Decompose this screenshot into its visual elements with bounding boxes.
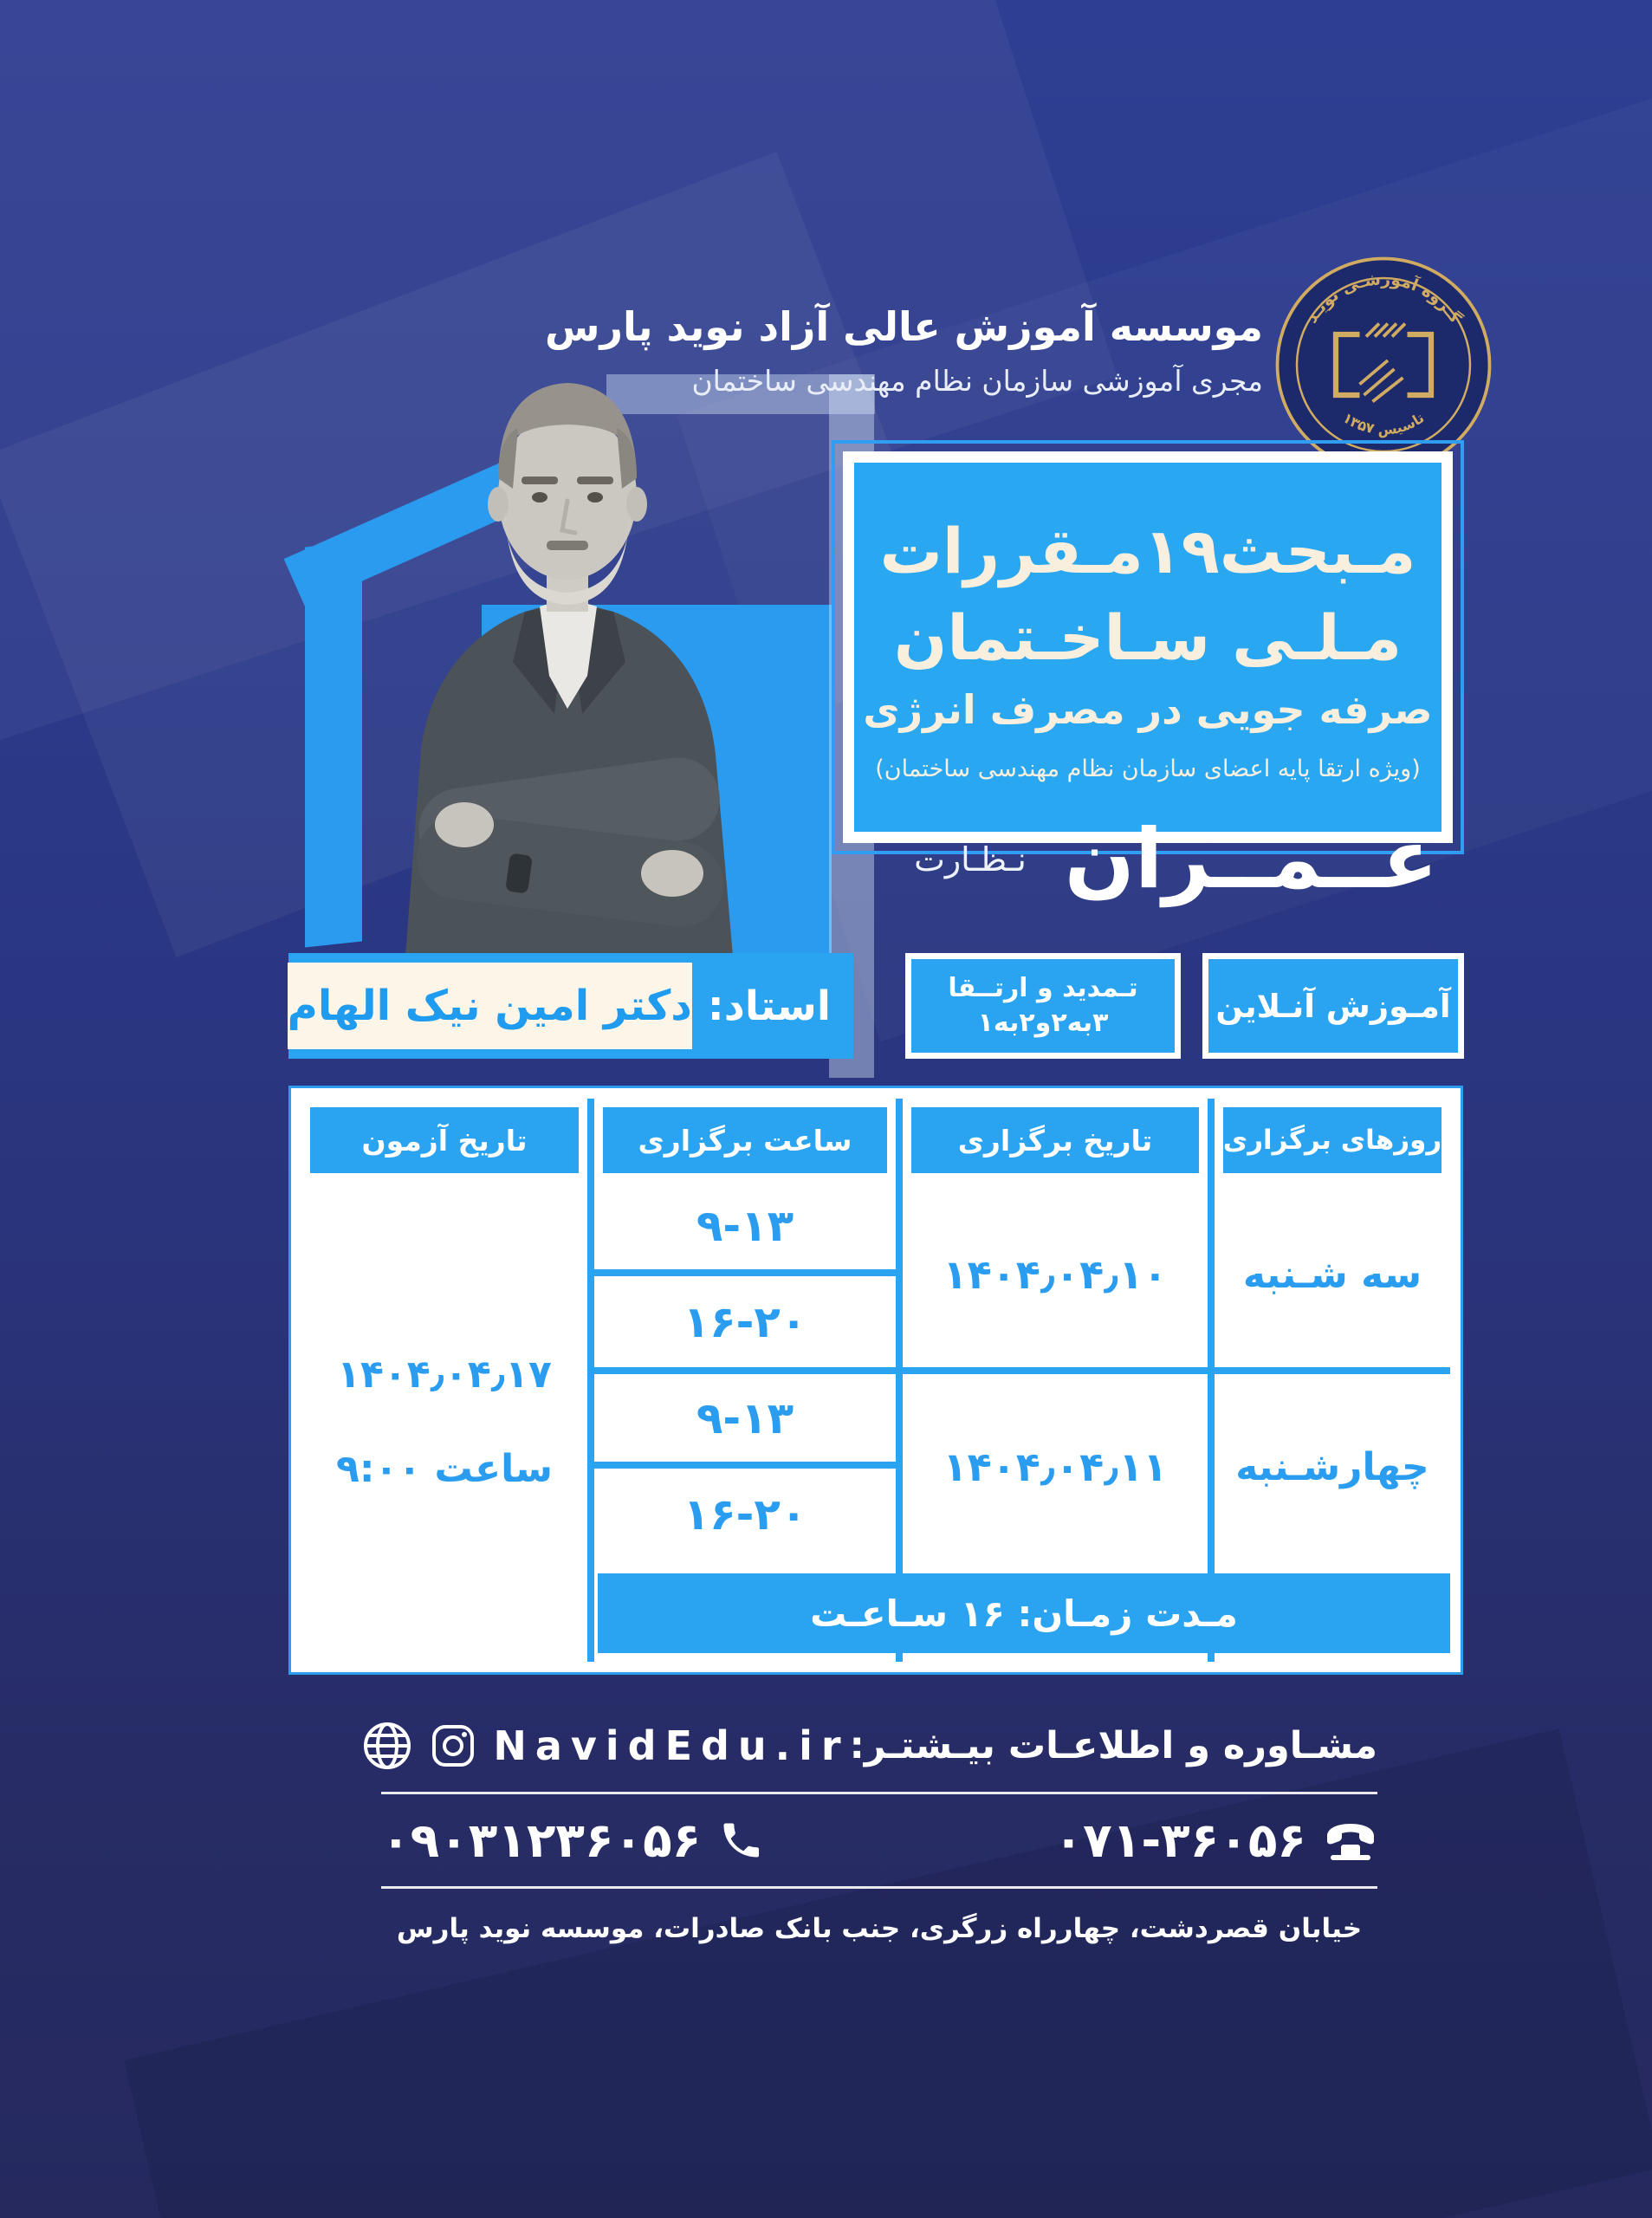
date-value: ۱۴۰۴٫۰۴٫۱۱: [943, 1443, 1168, 1490]
instructor-name: دکتر امین نیک الهام: [287, 982, 692, 1030]
badge-online-training: [1202, 953, 1464, 1059]
date-value: ۱۴۰۴٫۰۴٫۱۰: [943, 1251, 1168, 1298]
mobile-phone-group: [381, 1813, 763, 1868]
course-title-box: [832, 440, 1464, 854]
header-time: ساعت برگزاری: [603, 1107, 887, 1173]
schedule-grid: [301, 1099, 1450, 1662]
exam-date: ۱۴۰۴٫۰۴٫۱۷: [337, 1352, 552, 1397]
badge-online-label: آمـوزش آنـلاین: [1215, 987, 1451, 1025]
contact-section: [381, 1709, 1377, 1944]
institute-subtitle: مجری آموزشی سازمان نظام مهندسی ساختمان: [691, 364, 1263, 398]
course-title-line3: صرفه جویی در مصرف انرژی: [863, 685, 1433, 733]
major-row: [866, 809, 1464, 910]
mobile-phone-number: ۰۹۰۳۱۲۳۶۰۵۶: [381, 1813, 702, 1868]
time-cell: [594, 1182, 896, 1269]
time-value: ۹-۱۳: [696, 1200, 794, 1251]
course-title-line2: مـلـی سـاخـتمان: [893, 600, 1403, 674]
badge-promo-line2: ۳به۲و۲به۱: [977, 1008, 1109, 1038]
time-cell: [594, 1374, 896, 1462]
schedule-table: [288, 1086, 1463, 1675]
globe-icon: [361, 1720, 413, 1772]
instructor-label: استاد:: [707, 982, 831, 1030]
phone-handset-icon: [718, 1818, 763, 1863]
major-name: عــمــران: [1064, 811, 1438, 907]
date-cell-row2: [903, 1374, 1208, 1560]
course-title-line1: مـبحث۱۹مـقررات: [879, 514, 1416, 587]
instructor-name-box: [288, 963, 692, 1049]
exam-time: ساعت ۹:۰۰: [336, 1447, 553, 1491]
contact-row-info: [381, 1709, 1377, 1783]
header-days: روزهای برگزاری: [1223, 1107, 1441, 1173]
contact-row-phones: [381, 1803, 1377, 1878]
time-cell: [594, 1276, 896, 1367]
contact-divider: [381, 1792, 1377, 1794]
contact-divider: [381, 1886, 1377, 1889]
instagram-icon: [429, 1722, 477, 1770]
date-cell-row1: [903, 1182, 1208, 1367]
logo-bottom-text: تاسیس ۱۳۵۷: [1339, 409, 1428, 438]
office-phone-group: [1054, 1813, 1377, 1868]
office-phone-number: ۰۷۱-۳۶۰۵۶: [1053, 1813, 1306, 1868]
row-separator: [594, 1367, 1450, 1374]
time-cell-separator: [594, 1462, 896, 1469]
time-cell: [594, 1469, 896, 1560]
course-title-note: (ویژه ارتقا پایه اعضای سازمان نظام مهندسی ساختمان): [875, 756, 1421, 783]
instructor-bar: [288, 953, 853, 1059]
course-title-inner: [843, 451, 1453, 843]
website-group: [361, 1720, 849, 1772]
badge-promo-line1: تـمدید و ارتــقا: [948, 972, 1138, 1003]
duration-bar: مـدت زمـان: ۱۶ سـاعـت: [598, 1573, 1450, 1653]
address-text: خیابان قصردشت، چهارراه زرگری، جنب بانک صادرات، موسسه نوید پارس: [396, 1913, 1363, 1944]
more-info-label: مشـاوره و اطلاعـات بیـشتـر:: [849, 1724, 1377, 1767]
time-value: ۹-۱۳: [696, 1392, 794, 1443]
column-separator: [587, 1099, 594, 1662]
logo-top-text: گـروه آموزشـی نویـد: [1302, 270, 1465, 327]
day-cell-wednesday: چهارشـنبه: [1235, 1444, 1429, 1489]
header-date: تاریخ برگزاری: [911, 1107, 1199, 1173]
header-exam-date: تاریخ آزمون: [310, 1107, 579, 1173]
exam-cell: [301, 1182, 587, 1662]
day-cell-tuesday: سه شـنبه: [1242, 1252, 1422, 1297]
telephone-icon: [1324, 1817, 1377, 1864]
time-cell-separator: [594, 1269, 896, 1276]
badge-renewal-promotion: [905, 953, 1181, 1059]
website-url: NavidEdu.ir: [493, 1722, 850, 1769]
time-value: ۱۶-۲۰: [683, 1488, 807, 1540]
time-value: ۱۶-۲۰: [683, 1296, 807, 1347]
major-tag: نـظـارت: [914, 840, 1027, 879]
institute-name: موسسه آموزش عالی آزاد نوید پارس: [545, 303, 1263, 350]
